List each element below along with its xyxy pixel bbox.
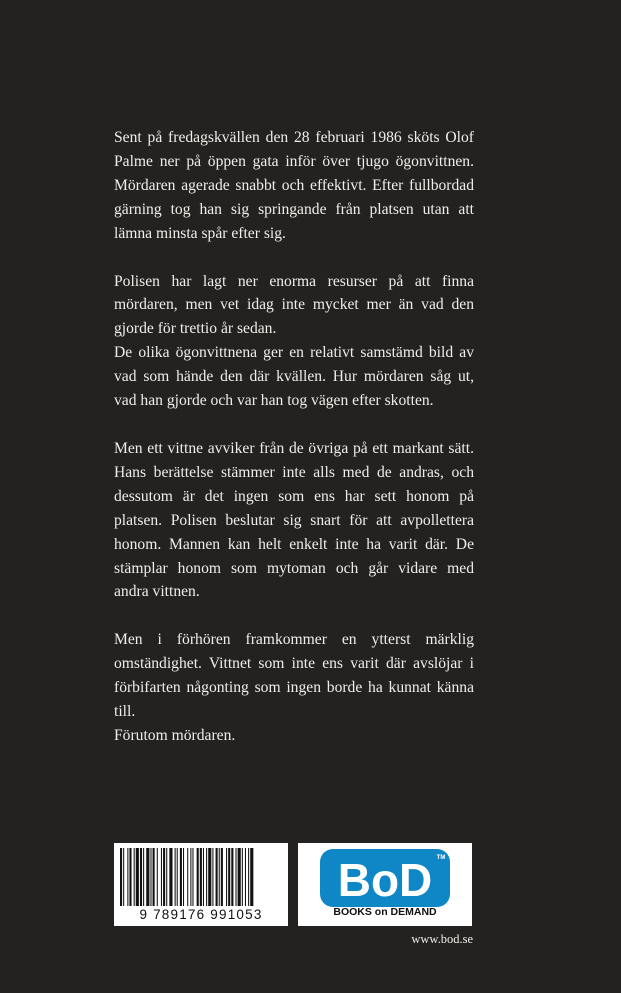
text-line: stämplar honom som mytoman och går vidare med [114,559,474,577]
paragraph [114,628,474,748]
website-url: www.bod.se [411,932,473,946]
text-line: omständighet. Vittnet som inte ens varit där avslöjar i [114,655,474,673]
trademark-mark: TM [436,855,446,861]
barcode-bar [231,848,233,906]
text-line: honom. Mannen kan helt enkelt inte ha varit där. De [114,535,474,553]
barcode-bar [187,848,188,906]
barcode-bar [134,848,135,906]
barcode-bar [192,848,193,906]
barcode-bar [150,848,151,906]
barcode-bar [250,848,253,906]
bod-wordmark [320,849,450,907]
barcode-bar [175,848,176,906]
text-line: lämna minsta spår efter sig. [114,224,286,242]
barcode-bar [245,848,246,906]
text-line: gjorde för trettio år sedan. [114,320,277,338]
barcode-bar [129,848,131,906]
logo-word: BoD [337,854,433,906]
barcode-bar [120,848,122,906]
barcode-bar [236,848,237,906]
barcode-bar [161,848,162,906]
barcode-bar [180,848,182,906]
text-line: Palme ner på öppen gata inför över tjugo ögonvittnen. [114,152,474,170]
text-line: dessutom är det ingen som ens har sett honom på [114,487,474,505]
text-line: vad han gjorde och var han tog vägen efter skotten. [114,392,434,410]
barcode-bar [143,848,144,906]
barcode-bar [226,848,227,906]
isbn-barcode [114,843,288,926]
barcode-bar [206,848,207,906]
text-line: Hans berättelse stämmer inte alls med de andras, och [114,463,474,481]
barcode-bar [203,848,204,906]
text-line: till. [114,703,136,721]
text-line: Men i förhören framkommer en ytterst märklig [114,631,474,649]
text-line: Mördaren agerade snabbt och effektivt. Efter fullbordad [114,176,474,194]
text-line: platsen. Polisen beslutar sig snart för att avpollettera [114,511,474,529]
text-line: andra vittnen. [114,583,200,601]
barcode-bar [140,848,142,906]
text-line: Sent på fredagskvällen den 28 februari 1986 sköts Olof [114,129,474,146]
barcode-bar [197,848,199,906]
barcode-bar [169,848,172,906]
barcode-bar [216,848,218,906]
barcode-bar [212,848,213,906]
barcode-bar [177,848,178,906]
text-line: Polisen har lagt ner enorma resurser på att finna [114,272,474,290]
bod-logo [298,843,472,926]
barcode-bar [157,848,158,906]
barcode-bar [221,848,223,906]
text-line: gärning tog han sig springande från platsen utan att [114,200,474,218]
back-cover-text [114,126,474,772]
barcode-bar [219,848,220,906]
text-line: De olika ögonvittnena ger en relativt samstämd bild av [114,344,474,362]
barcode-bar [238,848,241,906]
paragraph [114,437,474,604]
logo-tagline: BOOKS on DEMAND [333,906,437,918]
barcode-bar [183,848,184,906]
barcode-bar [200,848,202,906]
barcode-bar [136,848,139,906]
barcode-bar [190,848,191,906]
barcode-bar [166,848,167,906]
barcode-bar [163,848,165,906]
barcode-bar [242,848,243,906]
text-line: vad som hände den där kvällen. Hur mördaren såg ut, [114,368,474,386]
barcode-bar [248,848,249,906]
text-line: mördaren, men vet idag inte mycket mer än vad den [114,296,474,314]
paragraph [114,270,474,413]
text-line: förbifarten någonting som ingen borde ha kunnat känna [114,679,474,697]
barcode-bar [228,848,230,906]
text-line: Förutom mördaren. [114,726,236,744]
barcode-bar [208,848,211,906]
text-line: Men ett vittne avviker från de övriga på ett markant sätt. [114,439,474,457]
barcode-bar [123,848,124,906]
barcode-bar [146,848,149,906]
barcode-bar [127,848,128,906]
barcode-bar [153,848,155,906]
barcode-bars [118,848,284,906]
barcode-digits: 9 789176 991053 [139,907,263,922]
paragraph [114,126,474,246]
